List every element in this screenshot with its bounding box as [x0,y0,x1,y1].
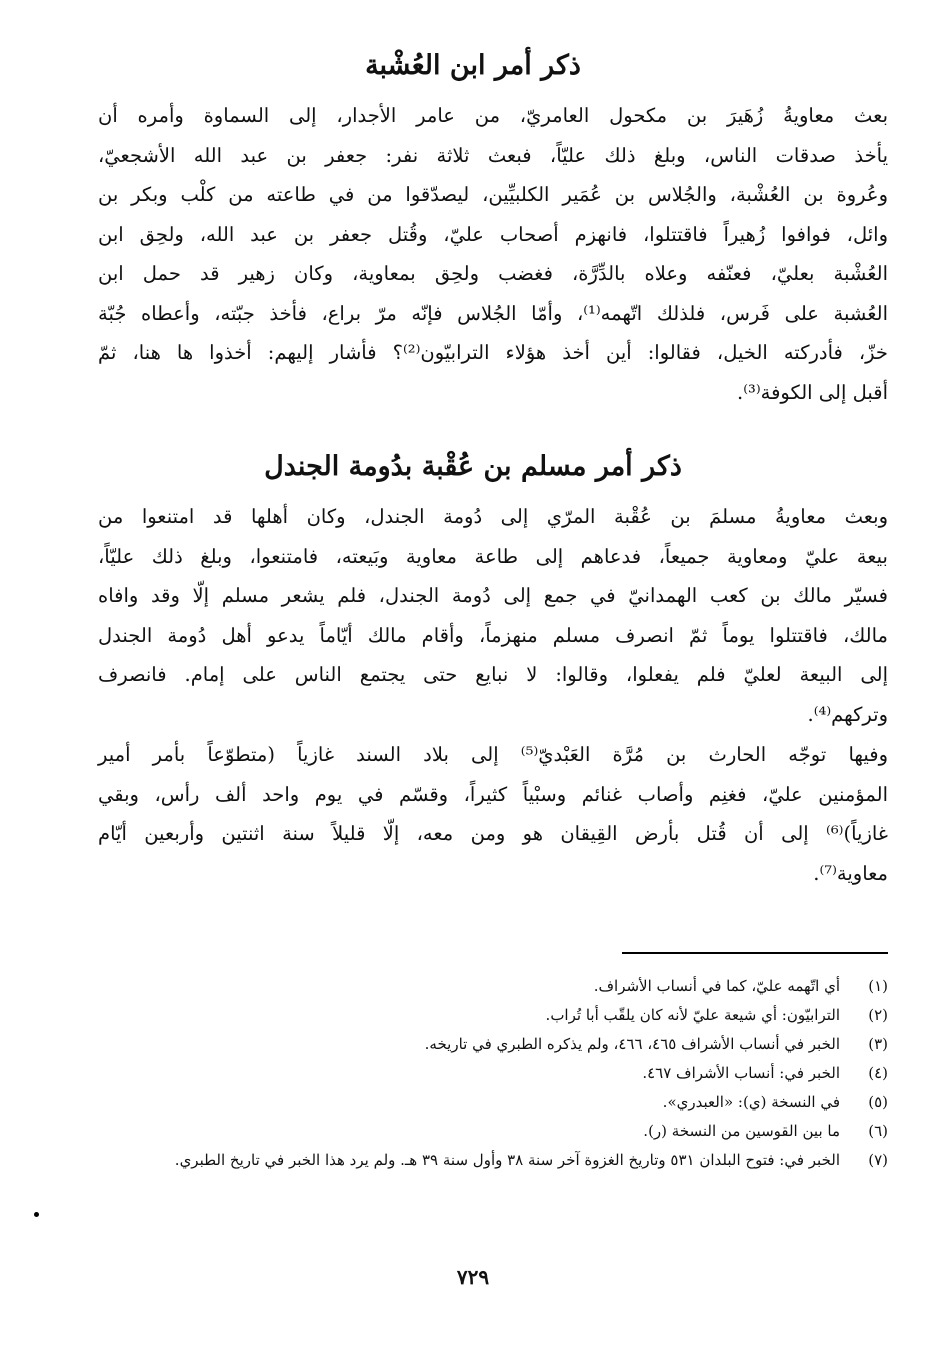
text-line: مالك، فاقتتلوا يوماً ثمّ انصرف مسلم منهزماً، وأقام مالك أيّاماً يدعو أهل دُومة الجندل [98,623,888,647]
footnote-number: (٢) [868,1006,888,1024]
text-line: معاوية⁽⁷⁾. [813,861,888,885]
footnote-item [98,1059,888,1088]
text-line: وتركهم⁽⁴⁾. [807,702,888,726]
footnote-text: أي اتّهمه عليّ، كما في أنساب الأشراف. [593,977,840,995]
text-line: المؤمنين عليّ، فغنِم وأصاب غنائم وسبْياً كثيراً، وقسّم في يوم واحد ألف رأس، وبقي [98,782,888,806]
footnote-number: (٥) [868,1093,888,1111]
text-line: أقبل إلى الكوفة⁽³⁾. [737,380,888,404]
footnote-text: الترابيّون: أي شيعة عليّ لأنه كان يلقّب أبا تُراب. [545,1006,840,1024]
text-line: بعث معاويةُ زُهَيرَ بن مكحول العامريّ، من عامر الأجدار، إلى السماوة وأمره أن [98,104,888,127]
text-line: خزّ، فأدركته الخيل، فقالوا: أين أخذ هؤلاء الترابيّون⁽²⁾؟ فأشار إليهم: أخذوا ها هنا، ثمّ [98,341,888,364]
paragraph-dumat-al-jandal [98,497,888,734]
text-line: فسيّر مالك بن كعب الهمدانيّ في جمع إلى دُومة الجندل، فلم يشعر مسلم إلّا وقد وافاه [98,584,888,607]
text-line: يأخذ صدقات الناس، وبلغ ذلك عليّاً، فبعث ثلاثة نفر: جعفر بن عبد الله الأشجعيّ، [98,143,888,167]
footnote-text: في النسخة (ي): «العبدري». [662,1093,840,1111]
text-line: وبعث معاويةُ مسلمَ بن عُقْبة المرّي إلى دُومة الجندل، وكان أهلها قد امتنعوا من [98,505,888,528]
text-line: إلى البيعة لعليّ فلم يفعلوا، وقالوا: لا نبايع حتى يجتمع الناس على إمام. فانصرف [98,663,888,686]
footnote-item [98,1030,888,1059]
footnote-divider [622,952,888,954]
text-line: وعُروة بن العُشْبة، والجُلاس بن عُمَير الكلبيِّين، ليصدّقوا من في طاعته من كلْب وبكر بن [98,183,888,206]
text-line: العُشبة على فَرس، فلذلك اتّهمه⁽¹⁾، وأمّا الجُلاس فإنّه مرّ براع، فأخذ جبّته، وأعطاه جُبّة [98,301,889,325]
footnote-item [98,1146,888,1204]
paragraph-al-harith [98,735,888,893]
footnote-item [98,972,888,1001]
footnotes [98,972,888,1204]
footnote-number: (٧) [868,1151,888,1169]
text-line: العُشْبة بعليّ، فعنّفه وعلاه بالدِّرَّة، فغضب ولحِق بمعاوية، وكان زهير قد حمل ابن [98,262,888,285]
footnote-text: الخبر في أنساب الأشراف ٤٦٥، ٤٦٦، ولم يذكره الطبري في تاريخه. [424,1035,840,1053]
section-heading-ibn-al-ushba: ذكر أمر ابن العُشْبة [365,50,581,81]
footnote-item [98,1117,888,1146]
paragraph-ibn-al-ushba [98,96,888,412]
margin-dot [34,1212,39,1217]
page-number: ٧٢٩ [456,1265,490,1289]
footnote-item [98,1088,888,1117]
footnote-number: (١) [868,977,888,995]
footnote-number: (٦) [868,1122,888,1140]
footnote-number: (٤) [868,1064,888,1082]
section-heading-muslim-ibn-uqba: ذكر أمر مسلم بن عُقْبة بدُومة الجندل [264,451,682,482]
footnote-text: الخبر في: أنساب الأشراف ٤٦٧. [642,1064,840,1082]
text-line: بيعة عليّ ومعاوية جميعاً، فدعاهم إلى طاعة معاوية وبَيعته، فامتنعوا، وبلغ ذلك عليّاً، [98,544,888,568]
footnote-item [98,1001,888,1030]
text-line: وائل، فوافوا زُهيراً فاقتتلوا، فانهزم أصحاب عليّ، وقُتل جعفر بن عبد الله، ولحِق ابن [98,222,888,246]
text-line: غازياً)⁽⁶⁾ إلى أن قُتل بأرض القِيقان هو ومن معه، إلّا قليلاً سنة اثنتين وأربعين أيّام [98,822,888,845]
footnote-text: ما بين القوسين من النسخة (ر). [643,1122,840,1140]
footnote-number: (٣) [868,1035,888,1053]
text-line: وفيها توجّه الحارث بن مُرَّة العَبْديّ⁽⁵⁾ إلى بلاد السند غازياً (متطوّعاً بأمر أمير [98,743,888,766]
footnote-text: الخبر في: فتوح البلدان ٥٣١ وتاريخ الغزوة آخر سنة ٣٨ وأول سنة ٣٩ هـ. ولم يرد هذا الخبر في تاريخ الطبري. [174,1151,840,1169]
